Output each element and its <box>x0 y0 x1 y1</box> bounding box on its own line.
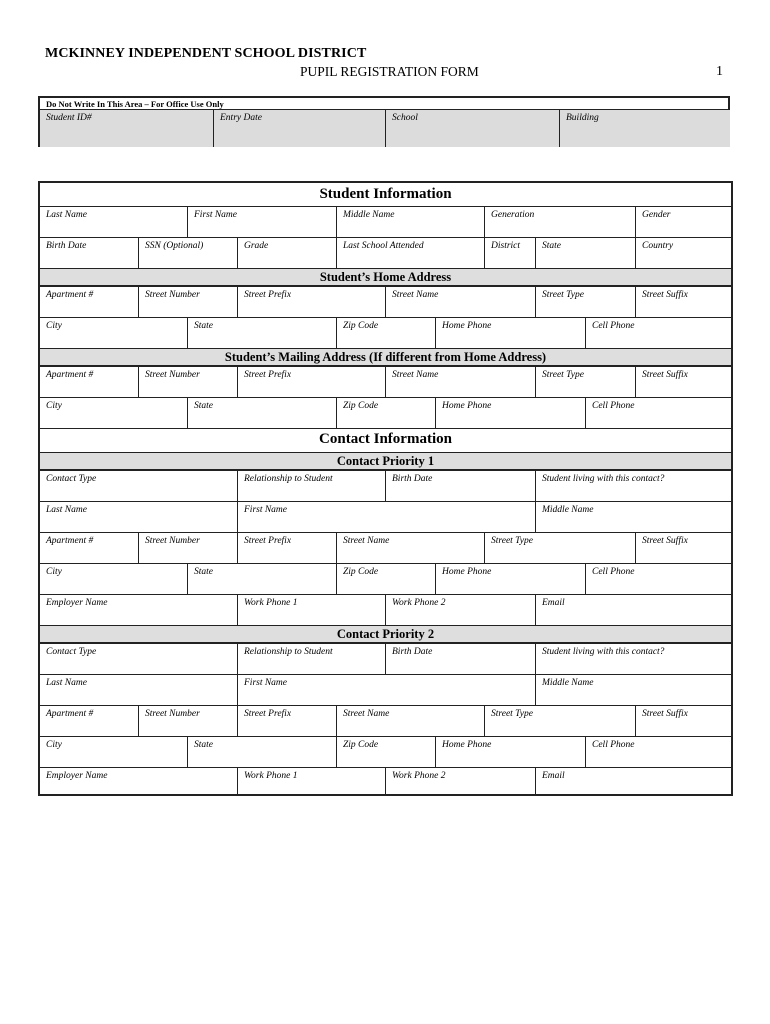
field-street-type[interactable]: Street Type <box>484 706 635 736</box>
field-cell-phone[interactable]: Cell Phone <box>585 398 731 428</box>
field-street-number[interactable]: Street Number <box>138 367 237 397</box>
field-cell-phone[interactable]: Cell Phone <box>585 737 731 767</box>
field-zip[interactable]: Zip Code <box>336 737 435 767</box>
field-cell-phone[interactable]: Cell Phone <box>585 318 731 348</box>
field-school[interactable]: School <box>386 110 560 147</box>
field-contact-type[interactable]: Contact Type <box>46 474 97 484</box>
field-apartment[interactable]: Apartment # <box>46 290 94 300</box>
field-zip[interactable]: Zip Code <box>336 564 435 594</box>
field-middle-name[interactable]: Middle Name <box>535 675 731 705</box>
section-home-address: Student’s Home Address <box>40 268 731 286</box>
field-entry-date[interactable]: Entry Date <box>214 110 386 147</box>
form-row <box>40 237 731 268</box>
field-email[interactable]: Email <box>535 768 731 794</box>
field-state[interactable]: State <box>535 238 635 268</box>
field-work-phone-2[interactable]: Work Phone 2 <box>385 768 535 794</box>
field-city[interactable]: City <box>46 567 62 577</box>
section-contact-information: Contact Information <box>319 431 452 447</box>
field-street-number[interactable]: Street Number <box>138 287 237 317</box>
field-last-name[interactable]: Last Name <box>46 505 87 515</box>
field-state[interactable]: State <box>187 318 336 348</box>
office-use-box <box>38 96 730 147</box>
field-middle-name[interactable]: Middle Name <box>535 502 731 532</box>
form-row <box>40 736 731 767</box>
field-last-school[interactable]: Last School Attended <box>336 238 484 268</box>
field-birth-date[interactable]: Birth Date <box>385 644 535 674</box>
field-street-number[interactable]: Street Number <box>138 706 237 736</box>
field-home-phone[interactable]: Home Phone <box>435 564 585 594</box>
field-apartment[interactable]: Apartment # <box>46 536 94 546</box>
field-relationship[interactable]: Relationship to Student <box>237 471 385 501</box>
field-street-prefix[interactable]: Street Prefix <box>237 287 385 317</box>
field-apartment[interactable]: Apartment # <box>46 370 94 380</box>
field-street-number[interactable]: Street Number <box>138 533 237 563</box>
field-street-suffix[interactable]: Street Suffix <box>635 706 731 736</box>
field-cell-phone[interactable]: Cell Phone <box>585 564 731 594</box>
form-row <box>40 286 731 317</box>
field-home-phone[interactable]: Home Phone <box>435 398 585 428</box>
field-street-prefix[interactable]: Street Prefix <box>237 706 336 736</box>
form-row <box>40 767 731 794</box>
field-street-name[interactable]: Street Name <box>336 533 484 563</box>
page-number: 1 <box>716 64 723 79</box>
field-building[interactable]: Building <box>560 110 730 147</box>
field-last-name[interactable]: Last Name <box>46 210 87 220</box>
form-row <box>40 705 731 736</box>
field-first-name[interactable]: First Name <box>237 502 535 532</box>
section-mailing-address: Student’s Mailing Address (If different from Home Address) <box>40 348 731 366</box>
field-street-prefix[interactable]: Street Prefix <box>237 367 385 397</box>
form-row <box>40 317 731 348</box>
field-state[interactable]: State <box>187 564 336 594</box>
field-country[interactable]: Country <box>635 238 731 268</box>
field-email[interactable]: Email <box>535 595 731 625</box>
field-city[interactable]: City <box>46 740 62 750</box>
field-work-phone-2[interactable]: Work Phone 2 <box>385 595 535 625</box>
field-middle-name[interactable]: Middle Name <box>336 207 484 237</box>
field-birth-date[interactable]: Birth Date <box>385 471 535 501</box>
field-street-suffix[interactable]: Street Suffix <box>635 287 731 317</box>
field-first-name[interactable]: First Name <box>187 207 336 237</box>
field-student-id[interactable]: Student ID# <box>40 110 214 147</box>
section-contact-priority-1: Contact Priority 1 <box>40 452 731 470</box>
field-street-name[interactable]: Street Name <box>385 287 535 317</box>
field-state[interactable]: State <box>187 737 336 767</box>
field-street-suffix[interactable]: Street Suffix <box>635 533 731 563</box>
form-row <box>40 594 731 625</box>
field-birth-date[interactable]: Birth Date <box>46 241 87 251</box>
field-ssn[interactable]: SSN (Optional) <box>138 238 237 268</box>
field-street-name[interactable]: Street Name <box>336 706 484 736</box>
field-city[interactable]: City <box>46 401 62 411</box>
field-work-phone-1[interactable]: Work Phone 1 <box>237 595 385 625</box>
field-contact-type[interactable]: Contact Type <box>46 647 97 657</box>
field-home-phone[interactable]: Home Phone <box>435 318 585 348</box>
form-row <box>40 643 731 674</box>
office-use-heading: Do Not Write In This Area – For Office Use Only <box>40 98 728 110</box>
field-street-prefix[interactable]: Street Prefix <box>237 533 336 563</box>
field-gender[interactable]: Gender <box>635 207 731 237</box>
field-living-with[interactable]: Student living with this contact? <box>535 471 731 501</box>
field-zip[interactable]: Zip Code <box>336 398 435 428</box>
field-street-suffix[interactable]: Street Suffix <box>635 367 731 397</box>
field-city[interactable]: City <box>46 321 62 331</box>
field-home-phone[interactable]: Home Phone <box>435 737 585 767</box>
form-row <box>40 674 731 705</box>
field-district[interactable]: District <box>484 238 535 268</box>
form-row <box>40 206 731 237</box>
section-student-information: Student Information <box>319 186 452 202</box>
field-work-phone-1[interactable]: Work Phone 1 <box>237 768 385 794</box>
form-row <box>40 532 731 563</box>
field-first-name[interactable]: First Name <box>237 675 535 705</box>
field-grade[interactable]: Grade <box>237 238 336 268</box>
field-employer-name[interactable]: Employer Name <box>46 771 108 781</box>
field-street-type[interactable]: Street Type <box>535 287 635 317</box>
field-relationship[interactable]: Relationship to Student <box>237 644 385 674</box>
field-last-name[interactable]: Last Name <box>46 678 87 688</box>
contact-title-row <box>40 428 731 452</box>
form-row <box>40 397 731 428</box>
form-row <box>40 501 731 532</box>
field-state[interactable]: State <box>187 398 336 428</box>
field-street-type[interactable]: Street Type <box>535 367 635 397</box>
form-row <box>40 366 731 397</box>
form-title: PUPIL REGISTRATION FORM <box>300 64 479 79</box>
form-row <box>40 470 731 501</box>
field-street-name[interactable]: Street Name <box>385 367 535 397</box>
section-contact-priority-2: Contact Priority 2 <box>40 625 731 643</box>
field-employer-name[interactable]: Employer Name <box>46 598 108 608</box>
registration-form <box>38 181 733 796</box>
field-apartment[interactable]: Apartment # <box>46 709 94 719</box>
form-row <box>40 563 731 594</box>
field-generation[interactable]: Generation <box>484 207 635 237</box>
field-zip[interactable]: Zip Code <box>336 318 435 348</box>
field-living-with[interactable]: Student living with this contact? <box>535 644 731 674</box>
district-name: MCKINNEY INDEPENDENT SCHOOL DISTRICT <box>45 46 367 61</box>
field-street-type[interactable]: Street Type <box>484 533 635 563</box>
